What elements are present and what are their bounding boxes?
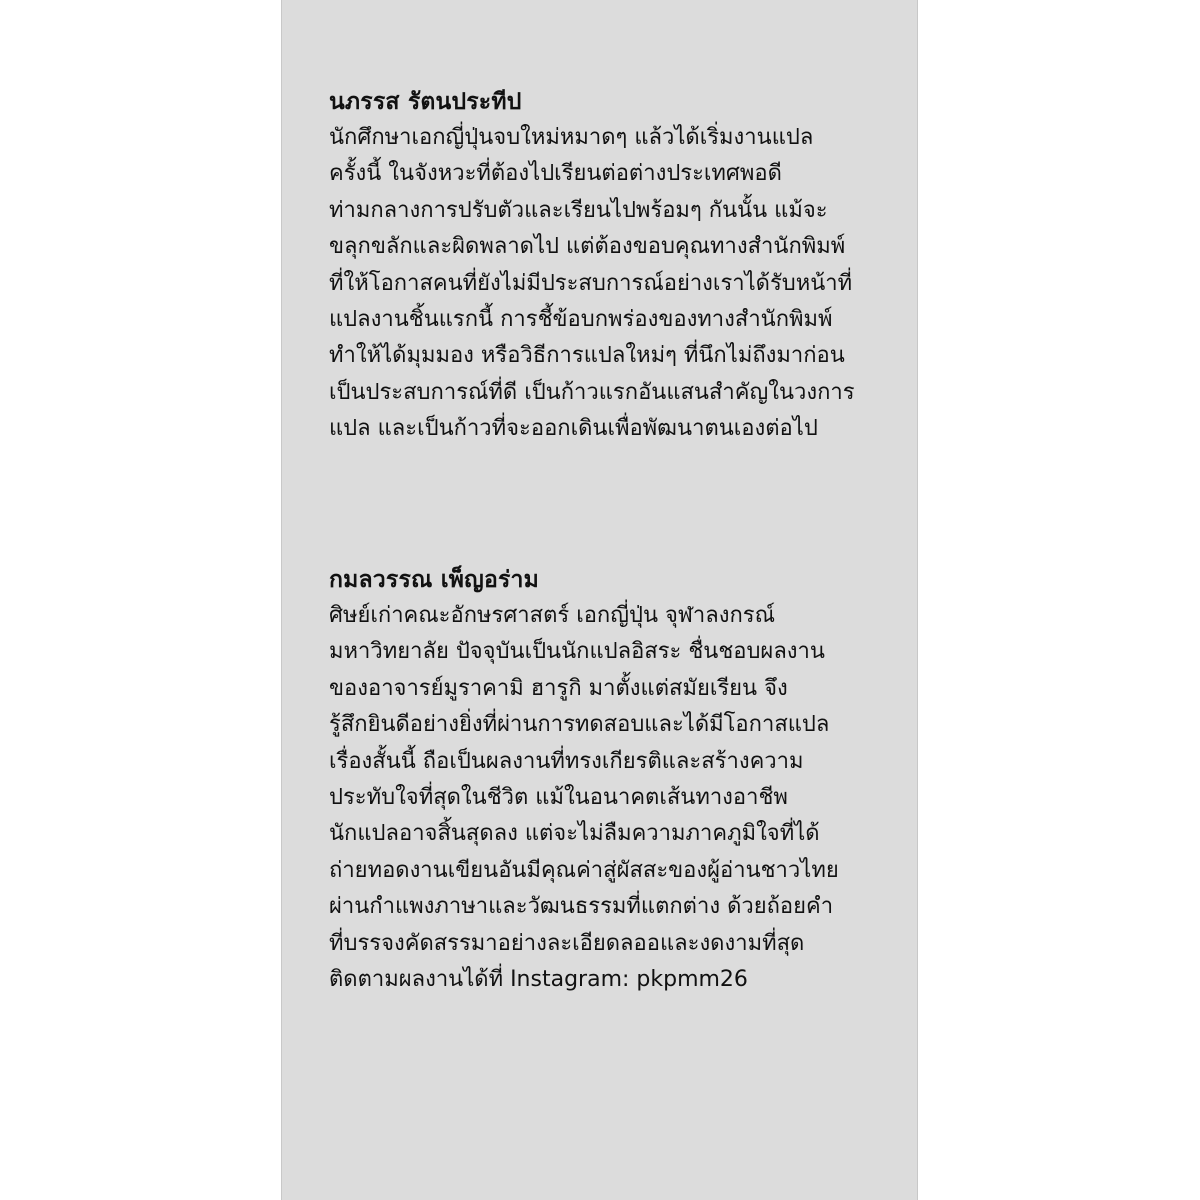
bio-line: ครั้งนี้ ในจังหวะที่ต้องไปเรียนต่อต่างประเทศพอดี [329,161,782,187]
bio-line: แปล และเป็นก้าวที่จะออกเดินเพื่อพัฒนาตนเองต่อไป [329,416,818,442]
translator-bio-2 [329,562,889,998]
book-page [281,0,918,1200]
translator-name: นภรรส รัตนประทีป [329,89,522,115]
bio-line: ผ่านกำแพงภาษาและวัฒนธรรมที่แตกต่าง ด้วยถ้อยคำ [329,894,834,920]
translator-bio-text [329,598,889,998]
bio-line: ท่ามกลางการปรับตัวและเรียนไปพร้อมๆ กันนั้น แม้จะ [329,197,828,223]
translator-bio-text [329,120,889,448]
bio-line: ที่บรรจงคัดสรรมาอย่างละเอียดลออและงดงามที่สุด [329,930,805,956]
bio-line: ประทับใจที่สุดในชีวิต แม้ในอนาคตเส้นทางอาชีพ [329,784,788,810]
bio-line: แปลงานชิ้นแรกนี้ การชี้ข้อบกพร่องของทางสำนักพิมพ์ [329,306,833,332]
bio-line: ขลุกขลักและผิดพลาดไป แต่ต้องขอบคุณทางสำนักพิมพ์ [329,234,846,260]
bio-line: มหาวิทยาลัย ปัจจุบันเป็นนักแปลอิสระ ชื่นชอบผลงาน [329,639,825,665]
bio-line: เรื่องสั้นนี้ ถือเป็นผลงานที่ทรงเกียรติและสร้างความ [329,748,804,774]
translator-bio-1 [329,84,889,448]
bio-line: ที่ให้โอกาสคนที่ยังไม่มีประสบการณ์อย่างเราได้รับหน้าที่ [329,270,853,296]
bio-line: เป็นประสบการณ์ที่ดี เป็นก้าวแรกอันแสนสำคัญในวงการ [329,379,855,405]
bio-line: นักแปลอาจสิ้นสุดลง แต่จะไม่ลืมความภาคภูมิใจที่ได้ [329,821,820,847]
translator-name: กมลวรรณ เพ็ญอร่าม [329,567,540,593]
bio-line: นักศึกษาเอกญี่ปุ่นจบใหม่หมาดๆ แล้วได้เริ่มงานแปล [329,125,814,150]
bio-line: ศิษย์เก่าคณะอักษรศาสตร์ เอกญี่ปุ่น จุฬาลงกรณ์ [329,603,776,628]
bio-line: รู้สึกยินดีอย่างยิ่งที่ผ่านการทดสอบและได้มีโอกาสแปล [329,712,830,738]
bio-line: ของอาจารย์มูราคามิ ฮารูกิ มาตั้งแต่สมัยเรียน จึง [329,675,788,701]
instagram-line: ติดตามผลงานได้ที่ Instagram: pkpmm26 [329,966,748,992]
bio-line: ทำให้ได้มุมมอง หรือวิธีการแปลใหม่ๆ ที่นึกไม่ถึงมาก่อน [329,343,845,369]
bio-line: ถ่ายทอดงานเขียนอันมีคุณค่าสู่ผัสสะของผู้อ่านชาวไทย [329,857,839,883]
